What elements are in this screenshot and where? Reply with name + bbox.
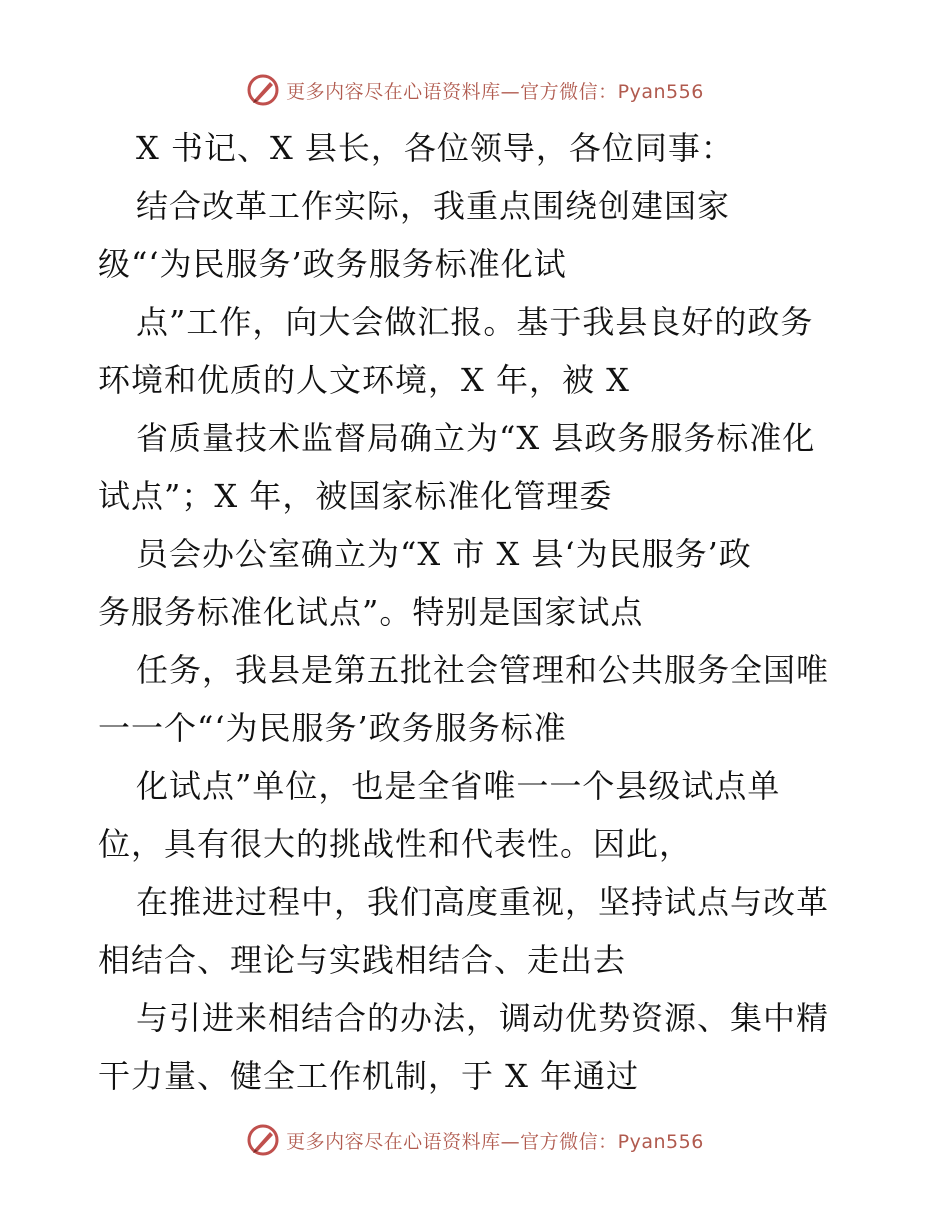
header-banner-text: 更多内容尽在心语资料库—官方微信：Pyan556	[286, 80, 704, 103]
body-line: 位，具有很大的挑战性和代表性。因此，	[98, 825, 693, 863]
body-line: 在推进过程中，我们高度重视，坚持试点与改革	[136, 883, 830, 921]
body-line: 级“‘为民服务’政务服务标准化试	[98, 245, 567, 283]
body-line: 结合改革工作实际，我重点围绕创建国家	[136, 187, 731, 225]
body-line: 环境和优质的人文环境，X 年，被 X	[98, 361, 630, 399]
body-line: 相结合、理论与实践相结合、走出去	[98, 941, 627, 979]
body-line: 一一个“‘为民服务’政务服务标准	[98, 709, 567, 747]
footer-banner-text: 更多内容尽在心语资料库—官方微信：Pyan556	[286, 1130, 704, 1153]
body-line: 省质量技术监督局确立为“X 县政务服务标准化	[136, 419, 816, 457]
body-line: 试点”；X 年，被国家标准化管理委	[98, 477, 613, 515]
body-line: 化试点”单位，也是全省唯一一个县级试点单	[136, 767, 781, 805]
body-line: 与引进来相结合的办法，调动优势资源、集中精	[136, 999, 830, 1037]
body-line: 员会办公室确立为“X 市 X 县‘为民服务’政	[136, 535, 752, 573]
pen-logo-icon	[246, 1123, 280, 1157]
body-line: 任务，我县是第五批社会管理和公共服务全国唯	[136, 651, 830, 689]
body-line: X 书记、X 县长，各位领导，各位同事：	[136, 129, 734, 167]
body-line: 务服务标准化试点”。特别是国家试点	[98, 593, 644, 631]
footer-banner	[0, 1120, 950, 1160]
body-line: 点”工作，向大会做汇报。基于我县良好的政务	[136, 303, 814, 341]
body-line: 干力量、健全工作机制，于 X 年通过	[98, 1057, 640, 1095]
